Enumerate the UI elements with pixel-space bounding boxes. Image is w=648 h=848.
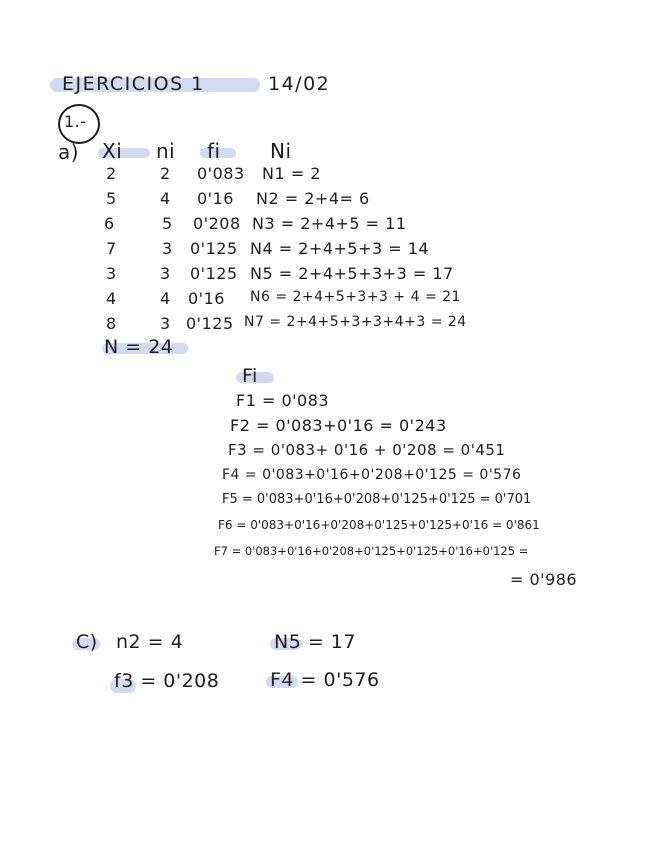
cell-Ni: N7 = 2+4+5+3+3+4+3 = 24 bbox=[244, 314, 467, 330]
table-header-ni: ni bbox=[156, 139, 176, 163]
cell-xi: 6 bbox=[104, 214, 115, 233]
fi-line: F1 = 0'083 bbox=[236, 391, 330, 410]
page-date: 14/02 bbox=[268, 73, 331, 95]
cell-fi: 0'125 bbox=[190, 264, 238, 283]
cell-xi: 4 bbox=[106, 289, 117, 308]
exercise-number: 1.- bbox=[64, 112, 87, 131]
cell-ni: 4 bbox=[160, 289, 171, 308]
fi-header: Fi bbox=[242, 365, 258, 387]
answer-n5: N5 = 17 bbox=[274, 631, 356, 653]
cell-ni: 3 bbox=[162, 239, 173, 258]
table-header-fi: fi bbox=[207, 139, 221, 163]
cell-ni: 4 bbox=[160, 189, 171, 208]
cell-Ni: N3 = 2+4+5 = 11 bbox=[252, 214, 407, 233]
table-header-xi: Xi bbox=[102, 139, 123, 163]
cell-xi: 5 bbox=[106, 189, 117, 208]
total-n: N = 24 bbox=[104, 336, 174, 358]
cell-fi: 0'125 bbox=[186, 314, 234, 333]
f7-result: = 0'986 bbox=[510, 570, 578, 589]
cell-Ni: N1 = 2 bbox=[262, 164, 321, 183]
part-a-label: a) bbox=[58, 140, 80, 164]
answer-f3: f3 = 0'208 bbox=[114, 670, 220, 692]
cell-xi: 8 bbox=[106, 314, 117, 333]
cell-ni: 5 bbox=[162, 214, 173, 233]
table-header-Ni: Ni bbox=[270, 139, 292, 163]
cell-ni: 2 bbox=[160, 164, 171, 183]
cell-xi: 7 bbox=[106, 239, 117, 258]
cell-fi: 0'16 bbox=[188, 289, 225, 308]
fi-line: F4 = 0'083+0'16+0'208+0'125 = 0'576 bbox=[222, 467, 522, 483]
cell-Ni: N5 = 2+4+5+3+3 = 17 bbox=[250, 264, 454, 283]
fi-line: F6 = 0'083+0'16+0'208+0'125+0'125+0'16 = 0'861 bbox=[218, 518, 540, 532]
cell-Ni: N6 = 2+4+5+3+3 + 4 = 21 bbox=[250, 289, 461, 305]
fi-line: F3 = 0'083+ 0'16 + 0'208 = 0'451 bbox=[228, 441, 506, 459]
cell-xi: 3 bbox=[106, 264, 117, 283]
answer-n2: n2 = 4 bbox=[116, 631, 184, 653]
cell-xi: 2 bbox=[106, 164, 117, 183]
cell-fi: 0'125 bbox=[190, 239, 238, 258]
cell-fi: 0'16 bbox=[197, 189, 234, 208]
cell-Ni: N2 = 2+4= 6 bbox=[256, 189, 370, 208]
cell-ni: 3 bbox=[160, 314, 171, 333]
answer-f4: F4 = 0'576 bbox=[270, 669, 380, 691]
fi-line: F7 = 0'083+0'16+0'208+0'125+0'125+0'16+0'125 = bbox=[214, 544, 529, 558]
fi-line: F5 = 0'083+0'16+0'208+0'125+0'125 = 0'701 bbox=[222, 492, 532, 507]
cell-Ni: N4 = 2+4+5+3 = 14 bbox=[250, 239, 430, 258]
cell-fi: 0'083 bbox=[197, 164, 245, 183]
page-title: EJERCICIOS 1 bbox=[62, 73, 205, 95]
fi-line: F2 = 0'083+0'16 = 0'243 bbox=[230, 416, 447, 435]
part-c-label: C) bbox=[76, 631, 98, 653]
cell-ni: 3 bbox=[160, 264, 171, 283]
cell-fi: 0'208 bbox=[193, 214, 241, 233]
